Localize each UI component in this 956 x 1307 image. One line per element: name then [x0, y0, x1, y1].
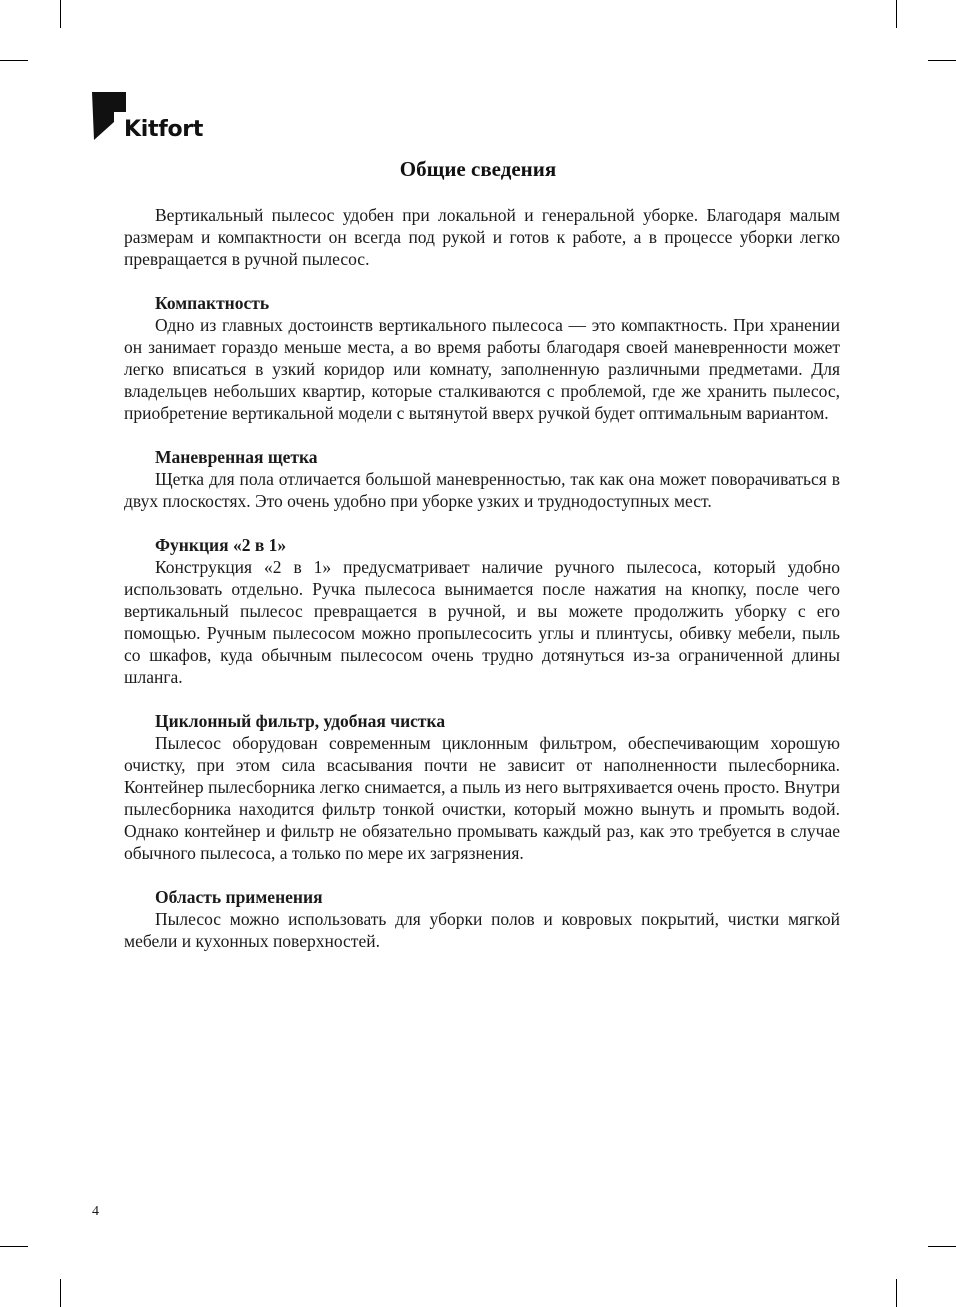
crop-mark-top-left	[60, 0, 61, 28]
section-text: Пылесос можно использовать для уборки полов и ковровых покрытий, чистки мягкой мебели и кухонных поверхностей.	[124, 909, 840, 951]
crop-mark-top-right	[896, 0, 897, 28]
crop-mark-top-left-h	[0, 60, 28, 61]
section-text: Конструкция «2 в 1» предусматривает наличие ручного пылесоса, который удобно использовать отдельно. Ручка пылесоса вынимается после нажатия на кнопку, после чего вертикальный пылесос превращается в ручной, и вы можете продолжить уборку с его помощью. Ручным пылесосом можно пропылесосить углы и плинтусы, обивку мебели, пыль со шкафов, куда обычным пылесосом очень трудно дотянуться из-за ограниченной длины шланга.	[124, 557, 840, 687]
section-text: Щетка для пола отличается большой маневренностью, так как она может поворачиваться в двух плоскостях. Это очень удобно при уборке узких и труднодоступных мест.	[124, 469, 840, 511]
page-number: 4	[92, 1204, 99, 1219]
brand-name: Kitfort	[124, 117, 204, 142]
section-heading: Функция «2 в 1»	[155, 535, 287, 555]
crop-mark-bottom-left	[60, 1279, 61, 1307]
section-application-area	[124, 886, 840, 952]
section-cyclone-filter	[124, 710, 840, 864]
section-heading: Область применения	[155, 887, 323, 907]
section-text: Пылесос оборудован современным циклонным фильтром, обеспечивающим хорошую очистку, при этом сила всасывания почти не зависит от наполненности пылесборника. Контейнер пылесборника легко снимается, а пыль из него вытряхивается очень просто. Внутри пылесборника находится фильтр тонкой очистки, который можно вынуть и промыть водой. Однако контейнер и фильтр не обязательно промывать каждый раз, как это требуется в случае обычного пылесоса, а только по мере их загрязнения.	[124, 733, 840, 863]
section-compactness	[124, 292, 840, 424]
crop-mark-bottom-left-h	[0, 1246, 28, 1247]
section-heading: Маневренная щетка	[155, 447, 318, 467]
section-text: Одно из главных достоинств вертикального пылесоса — это компактность. При хранении он занимает гораздо меньше места, а во время работы благодаря своей маневренности может легко вписаться в узкий коридор или комнату, заполненную различными предметами. Для владельцев небольших квартир, которые сталкиваются с проблемой, где же хранить пылесос, приобретение вертикальной модели с вытянутой вверх ручкой будет оптимальным вариантом.	[124, 315, 840, 423]
crop-mark-top-right-h	[928, 60, 956, 61]
section-heading: Компактность	[155, 293, 270, 313]
section-two-in-one	[124, 534, 840, 688]
brand-logo	[92, 92, 202, 152]
section-maneuverable-brush	[124, 446, 840, 512]
intro-paragraph: Вертикальный пылесос удобен при локальной и генеральной уборке. Благодаря малым размерам и компактности он всегда под рукой и готов к работе, а в процессе уборки легко превращается в ручной пылесос.	[124, 205, 840, 269]
page-title: Общие сведения	[399, 157, 557, 181]
document-body	[124, 204, 840, 952]
crop-mark-bottom-right-h	[928, 1246, 956, 1247]
crop-mark-bottom-right	[896, 1279, 897, 1307]
section-heading: Циклонный фильтр, удобная чистка	[155, 711, 446, 731]
